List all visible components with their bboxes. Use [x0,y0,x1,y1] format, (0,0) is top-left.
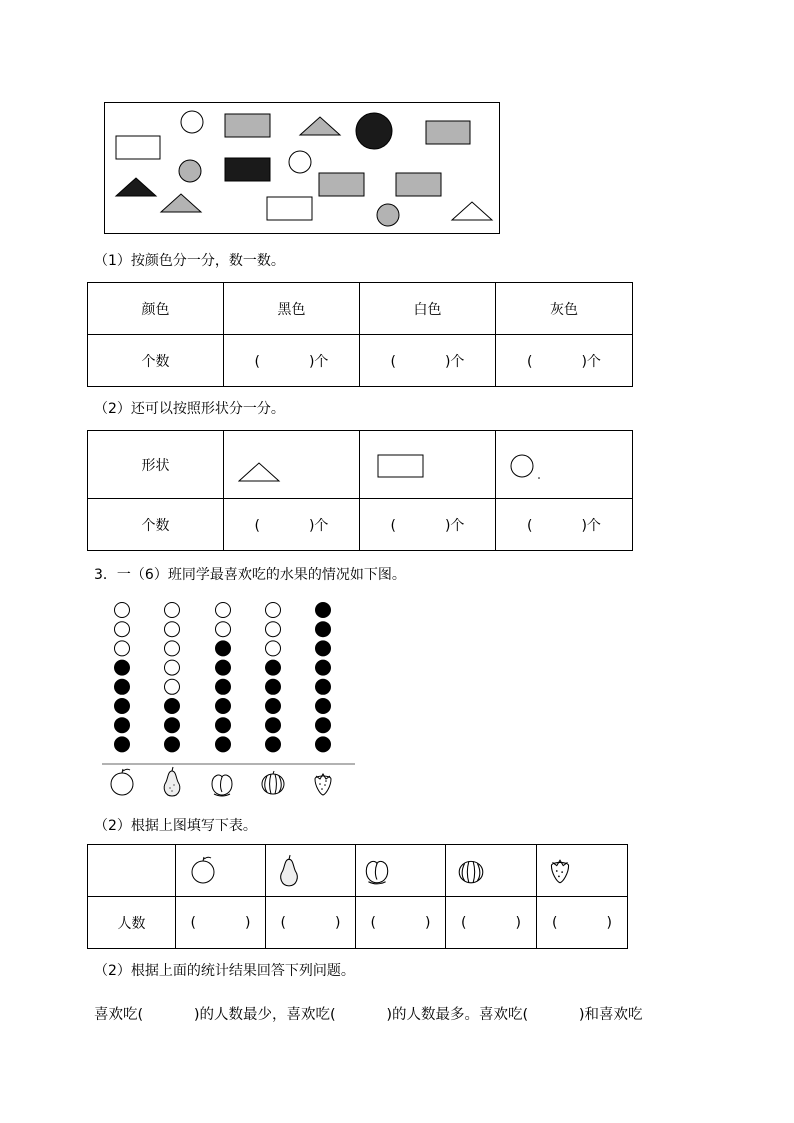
empty-dot [216,603,231,618]
peach-icon [212,775,232,796]
black-rectangle [225,158,270,181]
strawberry-icon [545,856,575,886]
empty-dot [165,660,180,675]
filled-dot [266,660,281,675]
answer-pear[interactable]: ( ) [266,897,356,949]
white-rectangle [116,136,160,159]
header-circle [496,431,633,499]
empty-dot [115,603,130,618]
white-rectangle [267,197,312,220]
filled-dot [165,737,180,752]
black-circle [356,113,392,149]
answer-peach[interactable]: ( ) [356,897,446,949]
header-pear [266,845,356,897]
strawberry-icon [315,774,331,795]
white-circle [181,111,203,133]
filled-dot [316,699,331,714]
watermelon-icon [262,771,284,794]
answer-gray[interactable]: ( )个 [496,335,633,387]
row-label-count: 个数 [88,335,224,387]
header-shape: 形状 [88,431,224,499]
empty-dot [115,641,130,656]
rectangle-icon [377,452,437,482]
header-peach [356,845,446,897]
q3-answer-prompt: （2）根据上面的统计结果回答下列问题。 [94,963,355,979]
fruit-dot-pictograph [100,596,360,802]
row-label-count: 个数 [88,499,224,551]
filled-dot [165,718,180,733]
gray-rectangle [225,114,270,137]
filled-dot [266,718,281,733]
empty-dot [165,641,180,656]
answer-black[interactable]: ( )个 [224,335,360,387]
filled-dot [216,641,231,656]
header-color: 颜色 [88,283,224,335]
empty-dot [165,679,180,694]
filled-dot [316,622,331,637]
answer-watermelon[interactable]: ( ) [446,897,537,949]
gray-circle [377,204,399,226]
answer-strawberry[interactable]: ( ) [537,897,628,949]
color-count-table [87,282,633,387]
empty-dot [165,622,180,637]
filled-dot [266,679,281,694]
gray-circle [179,160,201,182]
empty-dot [266,622,281,637]
filled-dot [266,737,281,752]
peach-icon [362,856,392,886]
answer-apple[interactable]: ( ) [176,897,266,949]
answer-rectangle[interactable]: ( )个 [360,499,496,551]
empty-dot [266,641,281,656]
filled-dot [216,679,231,694]
filled-dot [216,718,231,733]
row-label-people: 人数 [88,897,176,949]
filled-dot [316,737,331,752]
gray-rectangle [396,173,441,196]
filled-dot [115,660,130,675]
filled-dot [266,699,281,714]
answer-circle[interactable]: ( )个 [496,499,633,551]
filled-dot [316,603,331,618]
circle-icon [509,450,569,484]
filled-dot [165,699,180,714]
empty-dot [115,622,130,637]
white-circle [289,151,311,173]
header-black: 黑色 [224,283,360,335]
header-rectangle [360,431,496,499]
empty-dot [165,603,180,618]
filled-dot [316,660,331,675]
gray-rectangle [319,173,364,196]
filled-dot [316,679,331,694]
filled-dot [115,737,130,752]
pear-icon [274,854,304,888]
filled-dot [216,699,231,714]
filled-dot [115,679,130,694]
shape-count-table [87,430,633,551]
answer-triangle[interactable]: ( )个 [224,499,360,551]
apple-icon [111,769,133,795]
header-empty [88,845,176,897]
q2-prompt: （2）还可以按照形状分一分。 [94,401,285,417]
triangle-icon [238,453,298,483]
filled-dot [115,699,130,714]
shapes-picture [104,102,500,234]
filled-dot [216,660,231,675]
q3-fill-prompt: （2）根据上图填写下表。 [94,818,257,834]
watermelon-icon [456,856,486,886]
filled-dot [216,737,231,752]
q1-prompt: （1）按颜色分一分，数一数。 [94,253,285,269]
q3-title: 3．一（6）班同学最喜欢吃的水果的情况如下图。 [94,567,406,583]
q3-sentence: 喜欢吃( )的人数最少，喜欢吃( )的人数最多。喜欢吃( )和喜欢吃 [94,1007,643,1023]
filled-dot [316,718,331,733]
header-triangle [224,431,360,499]
header-watermelon [446,845,537,897]
filled-dot [316,641,331,656]
header-gray: 灰色 [496,283,633,335]
answer-white[interactable]: ( )个 [360,335,496,387]
gray-rectangle [426,121,470,144]
header-strawberry [537,845,628,897]
apple-icon [188,856,218,886]
pear-icon [164,767,180,796]
fruit-count-table [87,844,628,949]
filled-dot [115,718,130,733]
empty-dot [216,622,231,637]
header-apple [176,845,266,897]
empty-dot [266,603,281,618]
header-white: 白色 [360,283,496,335]
